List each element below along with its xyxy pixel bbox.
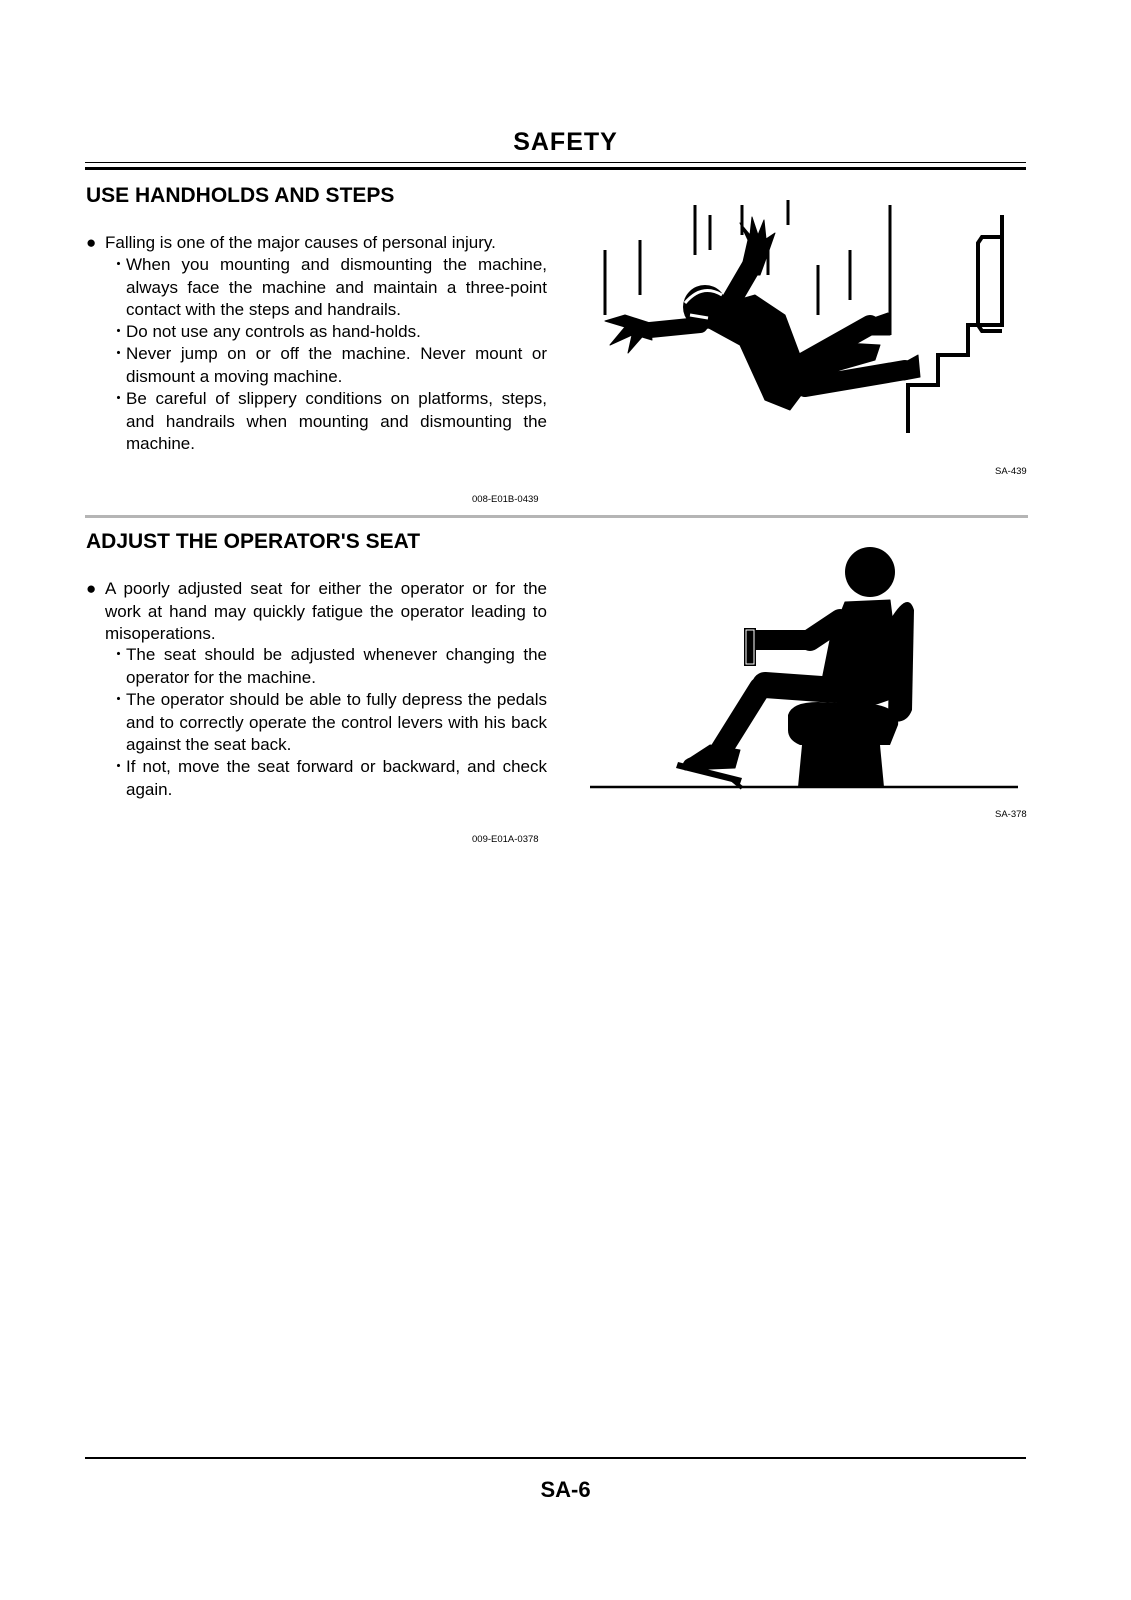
section-divider: [85, 515, 1028, 518]
sub-bullet-icon: ・: [110, 757, 127, 776]
figure-code: SA-439: [995, 466, 1027, 477]
doc-code: 008-E01B-0439: [472, 494, 539, 505]
sub-item: ・ Do not use any controls as hand-holds.: [110, 321, 547, 344]
sub-item: ・ The seat should be adjusted whenever changing the operator for the machine.: [110, 645, 547, 687]
sub-bullet-icon: ・: [110, 344, 127, 363]
bullet-item: ● A poorly adjusted seat for either the operator or for the work at hand may quickly fatigue the operator leading to misoperations.: [86, 579, 547, 644]
bullet-item: ● Falling is one of the major causes of personal injury.: [86, 232, 547, 255]
footer-rule: [85, 1457, 1026, 1459]
sub-item: ・ Be careful of slippery conditions on platforms, steps, and handrails when mounting and dismounting the machine.: [110, 389, 547, 454]
falling-person-icon: [590, 195, 1030, 445]
header-rule-top: [85, 162, 1026, 163]
doc-code: 009-E01A-0378: [472, 834, 539, 845]
page-number: SA-6: [540, 1477, 591, 1502]
bullet-icon: ●: [86, 579, 97, 598]
sub-item: ・ The operator should be able to fully depress the pedals and to correctly operate the control levers with his back against the seat back.: [110, 690, 547, 755]
page-title: SAFETY: [513, 128, 618, 156]
sub-bullet-icon: ・: [110, 645, 127, 664]
sub-bullet-icon: ・: [110, 389, 127, 408]
sub-item: ・ If not, move the seat forward or backward, and check again.: [110, 757, 547, 799]
seated-operator-icon: [590, 540, 1020, 795]
sub-bullet-icon: ・: [110, 690, 127, 709]
section-title-seat: ADJUST THE OPERATOR'S SEAT: [86, 530, 421, 553]
sub-bullet-icon: ・: [110, 255, 127, 274]
sub-item: ・ Never jump on or off the machine. Never mount or dismount a moving machine.: [110, 344, 547, 386]
sub-item: ・ When you mounting and dismounting the machine, always face the machine and maintain a three-point contact with the steps and handrails.: [110, 255, 547, 320]
section-title-handholds: USE HANDHOLDS AND STEPS: [86, 184, 395, 207]
bullet-icon: ●: [86, 233, 97, 252]
sub-bullet-icon: ・: [110, 322, 127, 341]
figure-code: SA-378: [995, 809, 1027, 820]
header-rule-bottom: [85, 167, 1026, 170]
